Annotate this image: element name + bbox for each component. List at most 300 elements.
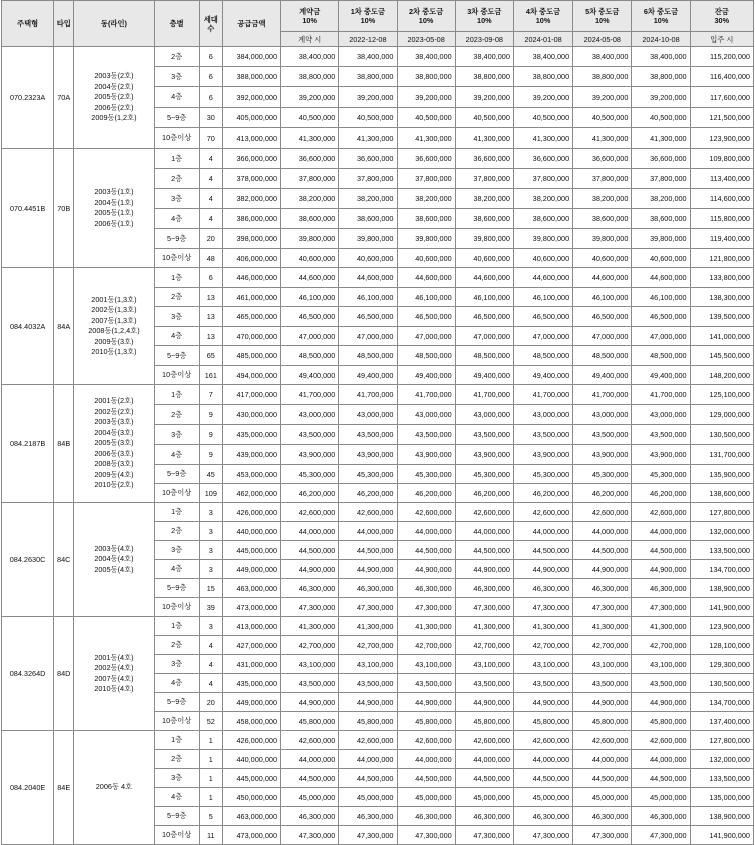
header-balance-title: 잔금 <box>714 7 729 16</box>
dong-line-item: 2006동 4호 <box>95 782 133 792</box>
interim-payment-6-cell: 46,500,000 <box>632 307 690 327</box>
units-cell: 3 <box>199 503 222 522</box>
balance-payment-cell: 115,800,000 <box>690 209 753 229</box>
interim-payment-1-cell: 44,900,000 <box>339 693 397 712</box>
contract-payment-cell: 46,500,000 <box>281 307 339 327</box>
supply-amount-cell: 392,000,000 <box>222 87 280 108</box>
floor-cell: 4층 <box>154 788 199 807</box>
balance-payment-cell: 121,500,000 <box>690 108 753 128</box>
floor-cell: 3층 <box>154 67 199 87</box>
contract-payment-cell: 40,600,000 <box>281 249 339 268</box>
contract-payment-cell: 49,400,000 <box>281 366 339 385</box>
interim-payment-4-cell: 38,600,000 <box>513 209 572 229</box>
balance-payment-cell: 132,000,000 <box>690 750 753 769</box>
dong-line-item: 2003동(3호) <box>94 417 134 427</box>
house-type-cell: 084.2040E <box>2 731 54 845</box>
units-cell: 5 <box>199 807 222 826</box>
supply-amount-cell: 435,000,000 <box>222 425 280 445</box>
interim-payment-2-cell: 45,800,000 <box>397 712 455 731</box>
interim-payment-3-cell: 40,500,000 <box>455 108 513 128</box>
interim-payment-2-cell: 45,000,000 <box>397 788 455 807</box>
interim-payment-6-cell: 45,800,000 <box>632 712 690 731</box>
interim-payment-5-cell: 41,300,000 <box>573 128 632 149</box>
floor-cell: 10층이상 <box>154 598 199 617</box>
supply-amount-cell: 440,000,000 <box>222 522 280 541</box>
interim-payment-1-cell: 44,500,000 <box>339 541 397 560</box>
floor-cell: 2층 <box>154 636 199 655</box>
floor-cell: 1층 <box>154 385 199 405</box>
interim-payment-6-cell: 44,000,000 <box>632 522 690 541</box>
units-cell: 3 <box>199 522 222 541</box>
dong-line-item: 2002동(4호) <box>94 663 134 672</box>
interim-payment-6-cell: 45,300,000 <box>632 465 690 484</box>
contract-payment-cell: 43,500,000 <box>281 425 339 445</box>
dong-line-item: 2004동(1호) <box>94 197 134 207</box>
interim-payment-2-cell: 48,500,000 <box>397 346 455 366</box>
supply-amount-cell: 450,000,000 <box>222 788 280 807</box>
interim-payment-6-cell: 41,700,000 <box>632 385 690 405</box>
contract-payment-cell: 45,300,000 <box>281 465 339 484</box>
interim-payment-5-cell: 44,000,000 <box>573 750 632 769</box>
interim-payment-3-cell: 38,200,000 <box>455 189 513 209</box>
contract-payment-cell: 38,600,000 <box>281 209 339 229</box>
interim-payment-6-cell: 46,100,000 <box>632 288 690 307</box>
floor-cell: 3층 <box>154 307 199 327</box>
balance-payment-cell: 138,300,000 <box>690 288 753 307</box>
interim-payment-6-cell: 47,300,000 <box>632 598 690 617</box>
interim-payment-2-cell: 43,500,000 <box>397 425 455 445</box>
dong-line-item: 2009동(1,2호) <box>91 113 137 123</box>
balance-payment-cell: 148,200,000 <box>690 366 753 385</box>
interim-payment-5-cell: 39,200,000 <box>573 87 632 108</box>
interim-payment-2-cell: 43,100,000 <box>397 655 455 674</box>
balance-payment-cell: 133,800,000 <box>690 268 753 288</box>
interim-payment-6-cell: 38,800,000 <box>632 67 690 87</box>
interim-payment-5-cell: 47,000,000 <box>573 327 632 346</box>
floor-cell: 1층 <box>154 503 199 522</box>
balance-payment-cell: 116,400,000 <box>690 67 753 87</box>
units-cell: 4 <box>199 169 222 189</box>
contract-payment-cell: 47,300,000 <box>281 826 339 845</box>
header-payment-2 <box>397 1 455 32</box>
interim-payment-5-cell: 38,600,000 <box>573 209 632 229</box>
interim-payment-6-cell: 49,400,000 <box>632 366 690 385</box>
interim-payment-6-cell: 39,200,000 <box>632 87 690 108</box>
interim-payment-3-cell: 43,000,000 <box>455 405 513 425</box>
price-table-container <box>1 0 754 845</box>
floor-cell: 3층 <box>154 769 199 788</box>
interim-payment-6-cell: 41,300,000 <box>632 128 690 149</box>
interim-payment-2-cell: 42,600,000 <box>397 503 455 522</box>
floor-cell: 10층이상 <box>154 249 199 268</box>
interim-payment-5-cell: 47,300,000 <box>573 598 632 617</box>
table-row <box>2 731 754 750</box>
floor-cell: 4층 <box>154 327 199 346</box>
balance-payment-cell: 114,600,000 <box>690 189 753 209</box>
dong-line-item: 2008동(1,2,4호) <box>88 326 140 335</box>
interim-payment-2-cell: 43,900,000 <box>397 445 455 465</box>
interim-payment-3-cell: 38,600,000 <box>455 209 513 229</box>
supply-amount-cell: 461,000,000 <box>222 288 280 307</box>
supply-amount-cell: 445,000,000 <box>222 541 280 560</box>
floor-cell: 3층 <box>154 655 199 674</box>
interim-payment-6-cell: 39,800,000 <box>632 229 690 249</box>
supply-amount-cell: 388,000,000 <box>222 67 280 87</box>
supply-amount-cell: 435,000,000 <box>222 674 280 693</box>
interim-payment-1-cell: 38,200,000 <box>339 189 397 209</box>
contract-payment-cell: 43,000,000 <box>281 405 339 425</box>
floor-cell: 2층 <box>154 169 199 189</box>
header-payment-6 <box>632 1 690 32</box>
supply-amount-cell: 366,000,000 <box>222 149 280 169</box>
contract-payment-cell: 46,100,000 <box>281 288 339 307</box>
interim-payment-2-cell: 46,500,000 <box>397 307 455 327</box>
interim-payment-5-cell: 40,500,000 <box>573 108 632 128</box>
supply-amount-cell: 453,000,000 <box>222 465 280 484</box>
balance-payment-cell: 137,400,000 <box>690 712 753 731</box>
interim-payment-4-cell: 40,500,000 <box>513 108 572 128</box>
interim-payment-3-cell: 46,100,000 <box>455 288 513 307</box>
table-row <box>2 385 754 405</box>
interim-payment-2-cell: 39,800,000 <box>397 229 455 249</box>
interim-payment-3-cell: 44,500,000 <box>455 541 513 560</box>
dong-line-cell <box>74 385 154 503</box>
units-cell: 13 <box>199 288 222 307</box>
interim-payment-4-cell: 42,600,000 <box>513 731 572 750</box>
balance-payment-cell: 127,800,000 <box>690 731 753 750</box>
interim-payment-3-cell: 42,600,000 <box>455 731 513 750</box>
interim-payment-1-cell: 43,900,000 <box>339 445 397 465</box>
interim-payment-4-cell: 46,500,000 <box>513 307 572 327</box>
interim-payment-1-cell: 46,200,000 <box>339 484 397 503</box>
floor-cell: 1층 <box>154 149 199 169</box>
type-cell: 84E <box>54 731 74 845</box>
dong-line-item: 2006동(1호) <box>94 218 134 228</box>
dong-line-item: 2007동(1,3호) <box>91 315 137 325</box>
interim-payment-1-cell: 44,000,000 <box>339 750 397 769</box>
table-header <box>2 1 754 47</box>
floor-cell: 10층이상 <box>154 712 199 731</box>
contract-payment-cell: 41,300,000 <box>281 128 339 149</box>
interim-payment-1-cell: 40,600,000 <box>339 249 397 268</box>
interim-payment-2-cell: 44,900,000 <box>397 560 455 579</box>
dong-line-cell <box>74 617 154 731</box>
house-type-cell: 070.2323A <box>2 47 54 149</box>
interim-payment-3-cell: 44,600,000 <box>455 268 513 288</box>
supply-amount-cell: 463,000,000 <box>222 579 280 598</box>
interim-payment-5-cell: 46,300,000 <box>573 807 632 826</box>
floor-cell: 3층 <box>154 189 199 209</box>
floor-cell: 10층이상 <box>154 484 199 503</box>
interim-payment-4-cell: 47,000,000 <box>513 327 572 346</box>
header-payment-pct: 10% <box>360 16 376 25</box>
units-cell: 70 <box>199 128 222 149</box>
interim-payment-2-cell: 38,600,000 <box>397 209 455 229</box>
interim-payment-2-cell: 47,300,000 <box>397 598 455 617</box>
contract-payment-cell: 43,100,000 <box>281 655 339 674</box>
interim-payment-2-cell: 39,200,000 <box>397 87 455 108</box>
units-cell: 52 <box>199 712 222 731</box>
interim-payment-4-cell: 44,000,000 <box>513 522 572 541</box>
contract-payment-cell: 43,500,000 <box>281 674 339 693</box>
floor-cell: 2층 <box>154 750 199 769</box>
interim-payment-1-cell: 38,600,000 <box>339 209 397 229</box>
interim-payment-6-cell: 43,900,000 <box>632 445 690 465</box>
interim-payment-2-cell: 46,200,000 <box>397 484 455 503</box>
interim-payment-3-cell: 41,300,000 <box>455 128 513 149</box>
interim-payment-1-cell: 38,400,000 <box>339 47 397 67</box>
units-cell: 6 <box>199 47 222 67</box>
balance-payment-cell: 127,800,000 <box>690 503 753 522</box>
contract-payment-cell: 45,800,000 <box>281 712 339 731</box>
house-type-cell: 084.3264D <box>2 617 54 731</box>
contract-payment-cell: 47,000,000 <box>281 327 339 346</box>
interim-payment-4-cell: 46,300,000 <box>513 807 572 826</box>
balance-payment-cell: 121,800,000 <box>690 249 753 268</box>
interim-payment-5-cell: 43,900,000 <box>573 445 632 465</box>
interim-payment-3-cell: 44,900,000 <box>455 560 513 579</box>
interim-payment-3-cell: 46,200,000 <box>455 484 513 503</box>
balance-payment-cell: 129,000,000 <box>690 405 753 425</box>
contract-payment-cell: 44,600,000 <box>281 268 339 288</box>
balance-payment-cell: 125,100,000 <box>690 385 753 405</box>
dong-line-item: 2004동(4호) <box>94 554 134 564</box>
interim-payment-4-cell: 48,500,000 <box>513 346 572 366</box>
interim-payment-3-cell: 43,500,000 <box>455 425 513 445</box>
dong-line-item: 2007동(4호) <box>94 673 134 683</box>
interim-payment-4-cell: 42,600,000 <box>513 503 572 522</box>
supply-amount-cell: 462,000,000 <box>222 484 280 503</box>
floor-cell: 4층 <box>154 445 199 465</box>
interim-payment-2-cell: 44,500,000 <box>397 541 455 560</box>
supply-amount-cell: 473,000,000 <box>222 598 280 617</box>
supply-amount-cell: 494,000,000 <box>222 366 280 385</box>
interim-payment-6-cell: 38,400,000 <box>632 47 690 67</box>
interim-payment-5-cell: 41,300,000 <box>573 617 632 636</box>
units-cell: 13 <box>199 307 222 327</box>
interim-payment-4-cell: 39,800,000 <box>513 229 572 249</box>
interim-payment-6-cell: 45,000,000 <box>632 788 690 807</box>
balance-payment-cell: 130,500,000 <box>690 425 753 445</box>
interim-payment-5-cell: 46,300,000 <box>573 579 632 598</box>
interim-payment-3-cell: 44,500,000 <box>455 769 513 788</box>
interim-payment-5-cell: 38,800,000 <box>573 67 632 87</box>
dong-line-item: 2001동(2호) <box>94 396 134 406</box>
floor-cell: 3층 <box>154 541 199 560</box>
interim-payment-4-cell: 41,300,000 <box>513 128 572 149</box>
interim-payment-5-cell: 45,800,000 <box>573 712 632 731</box>
balance-payment-cell: 130,500,000 <box>690 674 753 693</box>
interim-payment-4-cell: 43,500,000 <box>513 425 572 445</box>
header-payment-3 <box>455 1 513 32</box>
table-row <box>2 503 754 522</box>
units-cell: 1 <box>199 788 222 807</box>
interim-payment-6-cell: 47,000,000 <box>632 327 690 346</box>
dong-line-item: 2008동(3호) <box>94 459 134 469</box>
interim-payment-5-cell: 44,900,000 <box>573 560 632 579</box>
interim-payment-6-cell: 46,200,000 <box>632 484 690 503</box>
units-cell: 3 <box>199 617 222 636</box>
type-cell: 84A <box>54 268 74 385</box>
floor-cell: 5~9층 <box>154 579 199 598</box>
interim-payment-2-cell: 41,700,000 <box>397 385 455 405</box>
interim-payment-4-cell: 43,900,000 <box>513 445 572 465</box>
type-cell: 70A <box>54 47 74 149</box>
interim-payment-6-cell: 42,700,000 <box>632 636 690 655</box>
interim-payment-3-cell: 49,400,000 <box>455 366 513 385</box>
dong-line-item: 2006동(3호) <box>94 448 134 458</box>
units-cell: 1 <box>199 750 222 769</box>
contract-payment-cell: 44,000,000 <box>281 522 339 541</box>
interim-payment-6-cell: 43,500,000 <box>632 425 690 445</box>
interim-payment-4-cell: 44,900,000 <box>513 560 572 579</box>
supply-amount-cell: 405,000,000 <box>222 108 280 128</box>
interim-payment-1-cell: 47,300,000 <box>339 826 397 845</box>
units-cell: 1 <box>199 769 222 788</box>
units-cell: 48 <box>199 249 222 268</box>
contract-payment-cell: 44,900,000 <box>281 693 339 712</box>
interim-payment-6-cell: 38,200,000 <box>632 189 690 209</box>
header-payment-title: 1차 중도금 <box>350 7 386 16</box>
dong-line-item: 2010동(2호) <box>94 480 134 490</box>
interim-payment-3-cell: 39,800,000 <box>455 229 513 249</box>
interim-payment-5-cell: 44,900,000 <box>573 693 632 712</box>
floor-cell: 1층 <box>154 617 199 636</box>
interim-payment-3-cell: 45,800,000 <box>455 712 513 731</box>
interim-payment-3-cell: 37,800,000 <box>455 169 513 189</box>
interim-payment-1-cell: 49,400,000 <box>339 366 397 385</box>
interim-payment-4-cell: 44,900,000 <box>513 693 572 712</box>
interim-payment-6-cell: 43,100,000 <box>632 655 690 674</box>
interim-payment-2-cell: 44,000,000 <box>397 522 455 541</box>
header-payment-date: 2024-05-08 <box>573 32 632 47</box>
interim-payment-3-cell: 47,300,000 <box>455 826 513 845</box>
interim-payment-2-cell: 45,300,000 <box>397 465 455 484</box>
interim-payment-4-cell: 49,400,000 <box>513 366 572 385</box>
interim-payment-5-cell: 49,400,000 <box>573 366 632 385</box>
supply-amount-cell: 430,000,000 <box>222 405 280 425</box>
units-cell: 20 <box>199 229 222 249</box>
interim-payment-1-cell: 44,600,000 <box>339 268 397 288</box>
supply-amount-cell: 440,000,000 <box>222 750 280 769</box>
interim-payment-6-cell: 43,000,000 <box>632 405 690 425</box>
balance-payment-cell: 123,900,000 <box>690 617 753 636</box>
balance-payment-cell: 123,900,000 <box>690 128 753 149</box>
dong-line-item: 2005동(1호) <box>94 208 134 217</box>
interim-payment-3-cell: 44,000,000 <box>455 522 513 541</box>
interim-payment-2-cell: 40,600,000 <box>397 249 455 268</box>
interim-payment-4-cell: 46,200,000 <box>513 484 572 503</box>
dong-line-item: 2010동(4호) <box>94 684 134 693</box>
interim-payment-3-cell: 44,000,000 <box>455 750 513 769</box>
floor-cell: 5~9층 <box>154 807 199 826</box>
interim-payment-1-cell: 46,100,000 <box>339 288 397 307</box>
interim-payment-2-cell: 44,000,000 <box>397 750 455 769</box>
interim-payment-5-cell: 48,500,000 <box>573 346 632 366</box>
header-payment-date: 2024-10-08 <box>632 32 690 47</box>
balance-payment-cell: 133,500,000 <box>690 541 753 560</box>
supply-amount-cell: 386,000,000 <box>222 209 280 229</box>
contract-payment-cell: 44,500,000 <box>281 541 339 560</box>
header-payment-4 <box>513 1 572 32</box>
interim-payment-1-cell: 43,100,000 <box>339 655 397 674</box>
floor-cell: 5~9층 <box>154 108 199 128</box>
interim-payment-2-cell: 47,300,000 <box>397 826 455 845</box>
interim-payment-2-cell: 40,500,000 <box>397 108 455 128</box>
units-cell: 1 <box>199 731 222 750</box>
interim-payment-5-cell: 38,200,000 <box>573 189 632 209</box>
interim-payment-1-cell: 41,300,000 <box>339 128 397 149</box>
contract-payment-cell: 42,600,000 <box>281 731 339 750</box>
interim-payment-4-cell: 47,300,000 <box>513 598 572 617</box>
interim-payment-2-cell: 37,800,000 <box>397 169 455 189</box>
interim-payment-3-cell: 40,600,000 <box>455 249 513 268</box>
interim-payment-1-cell: 39,800,000 <box>339 229 397 249</box>
interim-payment-5-cell: 46,100,000 <box>573 288 632 307</box>
contract-payment-cell: 46,300,000 <box>281 579 339 598</box>
supply-amount-cell: 463,000,000 <box>222 807 280 826</box>
interim-payment-6-cell: 43,500,000 <box>632 674 690 693</box>
dong-line-item: 2004동(3호) <box>94 427 134 437</box>
interim-payment-1-cell: 46,300,000 <box>339 579 397 598</box>
interim-payment-3-cell: 39,200,000 <box>455 87 513 108</box>
interim-payment-5-cell: 40,600,000 <box>573 249 632 268</box>
interim-payment-6-cell: 44,900,000 <box>632 560 690 579</box>
interim-payment-1-cell: 42,600,000 <box>339 503 397 522</box>
interim-payment-3-cell: 43,100,000 <box>455 655 513 674</box>
floor-cell: 5~9층 <box>154 346 199 366</box>
units-cell: 4 <box>199 189 222 209</box>
interim-payment-3-cell: 47,300,000 <box>455 598 513 617</box>
contract-payment-cell: 38,400,000 <box>281 47 339 67</box>
dong-line-cell <box>74 47 154 149</box>
interim-payment-5-cell: 38,400,000 <box>573 47 632 67</box>
dong-line-cell <box>74 503 154 617</box>
interim-payment-5-cell: 43,000,000 <box>573 405 632 425</box>
units-cell: 3 <box>199 560 222 579</box>
header-units-line2: 수 <box>207 23 215 33</box>
interim-payment-4-cell: 39,200,000 <box>513 87 572 108</box>
interim-payment-1-cell: 43,500,000 <box>339 674 397 693</box>
dong-line-item: 2006동(2호) <box>94 102 134 112</box>
balance-payment-cell: 129,300,000 <box>690 655 753 674</box>
contract-payment-cell: 41,300,000 <box>281 617 339 636</box>
contract-payment-cell: 42,700,000 <box>281 636 339 655</box>
supply-amount-cell: 398,000,000 <box>222 229 280 249</box>
contract-payment-cell: 47,300,000 <box>281 598 339 617</box>
units-cell: 39 <box>199 598 222 617</box>
interim-payment-6-cell: 42,600,000 <box>632 731 690 750</box>
interim-payment-1-cell: 42,600,000 <box>339 731 397 750</box>
floor-cell: 4층 <box>154 560 199 579</box>
units-cell: 6 <box>199 67 222 87</box>
interim-payment-4-cell: 38,800,000 <box>513 67 572 87</box>
floor-cell: 4층 <box>154 674 199 693</box>
interim-payment-2-cell: 49,400,000 <box>397 366 455 385</box>
interim-payment-5-cell: 44,500,000 <box>573 541 632 560</box>
floor-cell: 2층 <box>154 288 199 307</box>
interim-payment-1-cell: 43,000,000 <box>339 405 397 425</box>
balance-payment-cell: 132,000,000 <box>690 522 753 541</box>
header-payment-title: 2차 중도금 <box>408 7 444 16</box>
interim-payment-3-cell: 44,900,000 <box>455 693 513 712</box>
units-cell: 4 <box>199 209 222 229</box>
interim-payment-4-cell: 36,600,000 <box>513 149 572 169</box>
units-cell: 4 <box>199 636 222 655</box>
interim-payment-3-cell: 41,700,000 <box>455 385 513 405</box>
header-payment-1 <box>339 1 397 32</box>
interim-payment-3-cell: 38,400,000 <box>455 47 513 67</box>
